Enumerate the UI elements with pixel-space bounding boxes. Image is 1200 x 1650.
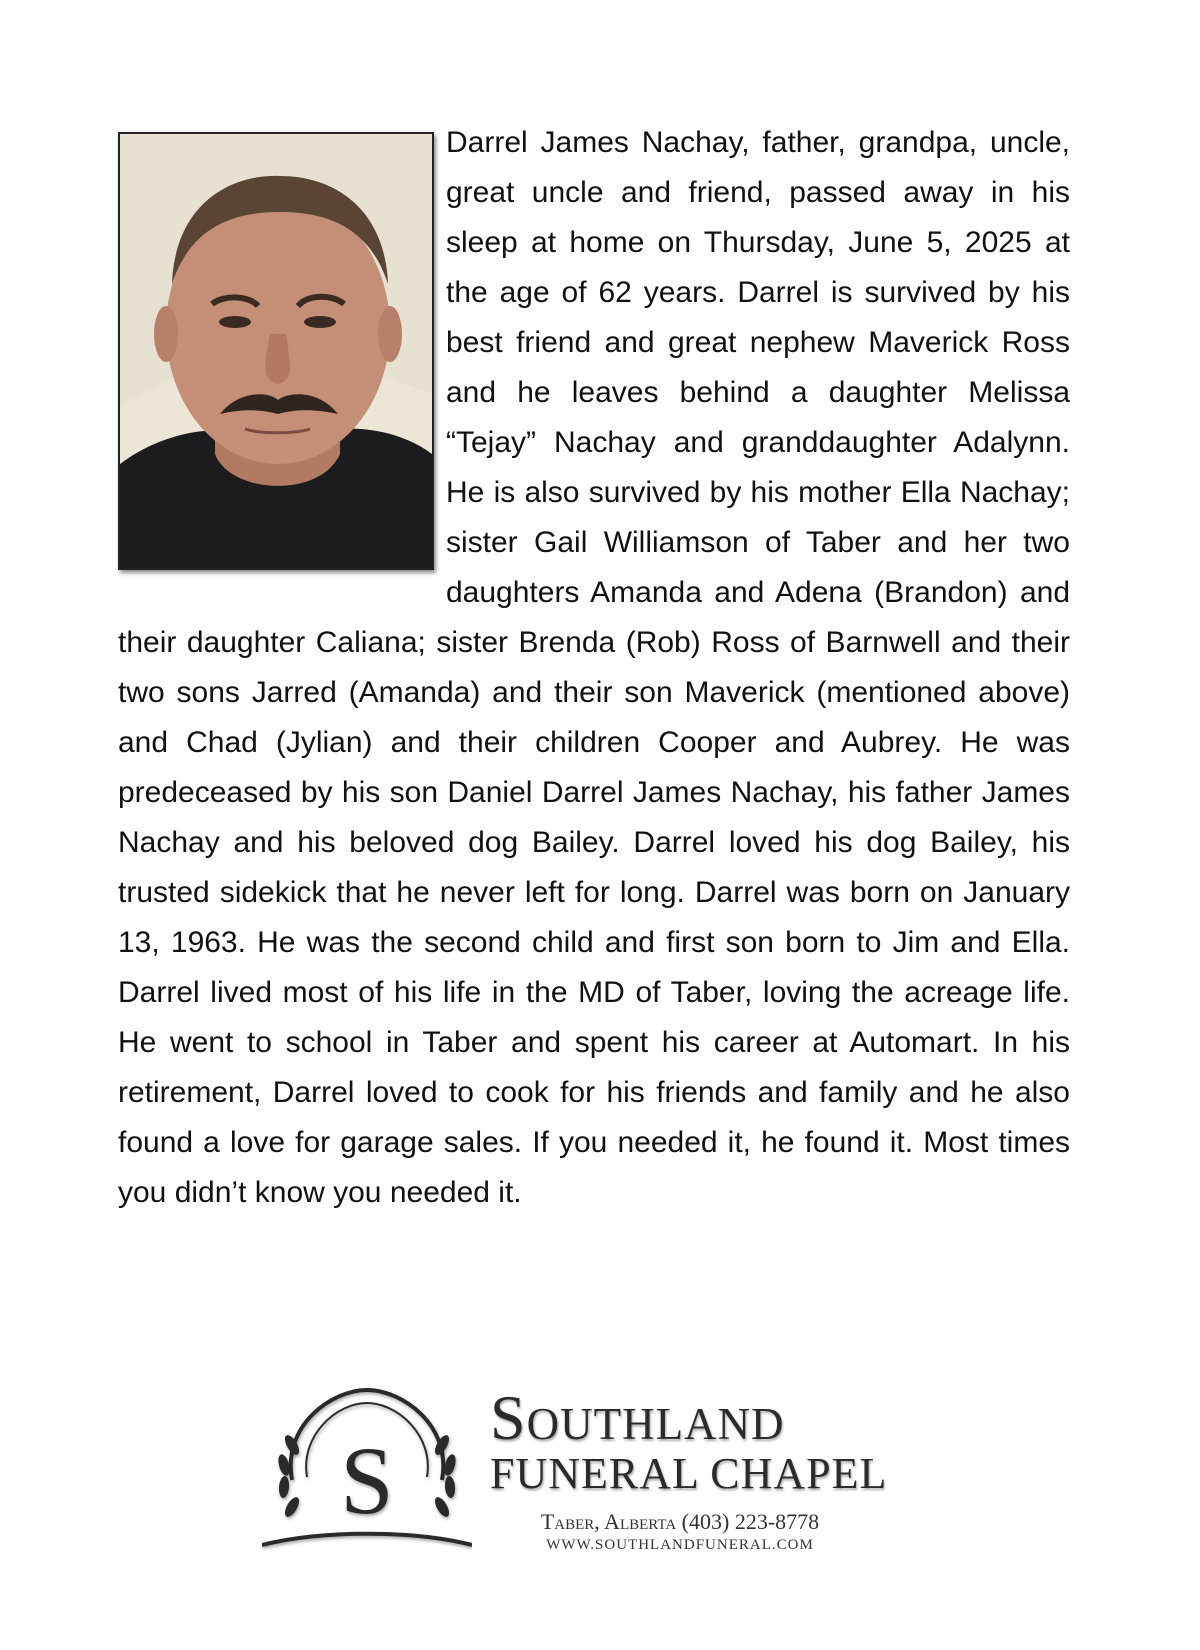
portrait-image (120, 134, 432, 568)
emblem-icon (262, 1385, 472, 1555)
logo-name: Southland (490, 1382, 785, 1453)
portrait-photo (118, 132, 434, 570)
obituary (118, 118, 1070, 1218)
obituary-text: Darrel James Nachay, father, grandpa, uncle, great uncle and friend, passed away in his sleep at home on Thursday, June 5, 2025 at the age of 62 years. Darrel is survived by his best friend and great nephew Maverick Ross and he leaves behind a daughter Melissa “Tejay” Nachay and granddaughter Adalynn. He is also survived by his mother Ella Nachay; sister Gail Williamson of Taber and her two daughters Amanda and Adena (Brandon) and their daughter Caliana; sister Brenda (Rob) Ross of Barnwell and their two sons Jarred (Amanda) and their son Maverick (mentioned above) and Chad (Jylian) and their children Cooper and Aubrey. He was predeceased by his son Daniel Darrel James Nachay, his father James Nachay and his beloved dog Bailey. Darrel loved his dog Bailey, his trusted sidekick that he never left for long. Darrel was born on January 13, 1963. He was the second child and first son born to Jim and Ella. Darrel lived most of his life in the MD of Taber, loving the acreage life. He went to school in Taber and spent his career at Automart. In his retirement, Darrel loved to cook for his friends and family and he also found a love for garage sales. If you needed it, he found it. Most times you didn’t know you needed it. (118, 126, 1070, 1209)
logo-website: WWW.SOUTHLANDFUNERAL.COM (546, 1537, 814, 1553)
logo-text-block (490, 1382, 930, 1555)
logo-contact: Taber, Alberta (403) 223-8778 (540, 1509, 820, 1534)
emblem-letter: S (340, 1427, 394, 1534)
funeral-home-logo (262, 1382, 942, 1565)
logo-subtitle: FUNERAL CHAPEL (490, 1449, 888, 1498)
